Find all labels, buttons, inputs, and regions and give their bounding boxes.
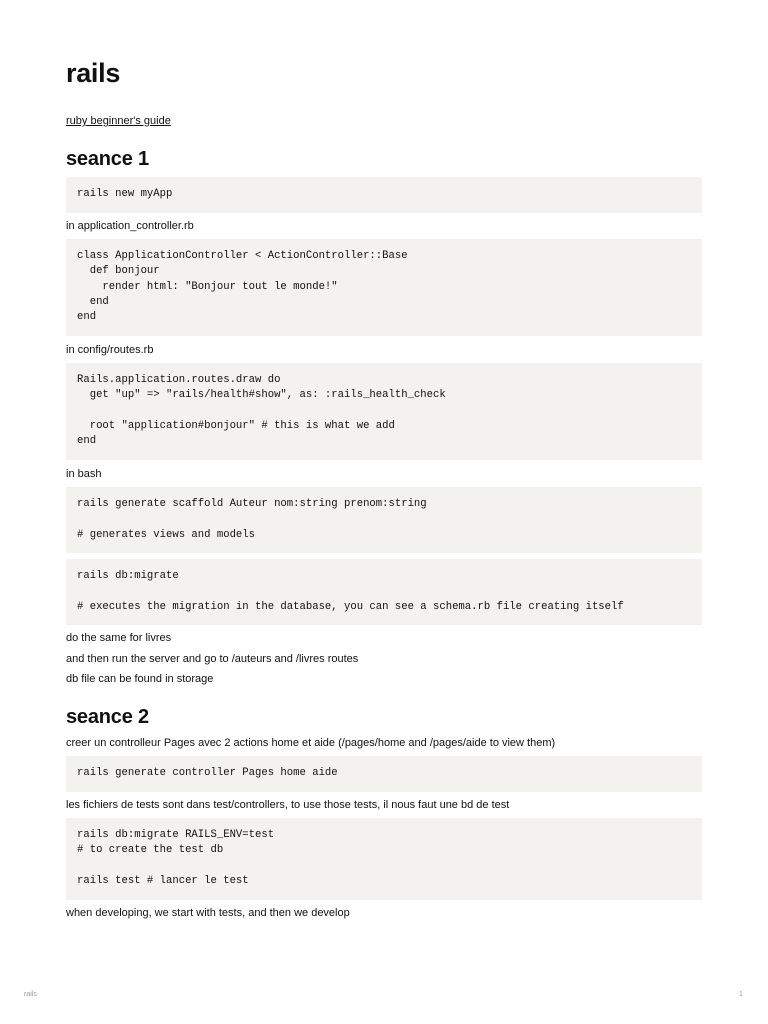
text-same-for-livres: do the same for livres: [66, 632, 172, 644]
text-application-controller: in application_controller.rb: [66, 220, 194, 232]
footer-document-name: rails: [24, 991, 37, 998]
text-run-server: and then run the server and go to /auteurs and /livres routes: [66, 653, 359, 665]
code-block-db-migrate: rails db:migrate # executes the migration in the database, you can see a schema.rb file creating itself: [66, 559, 702, 625]
text-tests-location: les fichiers de tests sont dans test/controllers, to use those tests, il nous faut une bd de test: [66, 799, 510, 811]
code-block-rails-new: rails new myApp: [66, 177, 702, 213]
seance-2-heading: seance 2: [66, 706, 149, 728]
code-block-generate-controller: rails generate controller Pages home aide: [66, 756, 702, 792]
text-db-storage: db file can be found in storage: [66, 673, 214, 685]
text-developing: when developing, we start with tests, and then we develop: [66, 907, 350, 919]
page-title: rails: [66, 58, 121, 88]
ruby-beginners-guide-link[interactable]: ruby beginner's guide: [66, 115, 171, 127]
code-block-scaffold: rails generate scaffold Auteur nom:string prenom:string # generates views and models: [66, 487, 702, 553]
text-in-bash: in bash: [66, 468, 102, 480]
code-block-test-db: rails db:migrate RAILS_ENV=test # to create the test db rails test # lancer le test: [66, 818, 702, 900]
code-block-routes: Rails.application.routes.draw do get "up" => "rails/health#show", as: :rails_health_check root "application#bonjour" # this is what we add end: [66, 363, 702, 460]
footer-page-number: 1: [739, 991, 743, 998]
seance-1-heading: seance 1: [66, 148, 149, 170]
code-block-application-controller: class ApplicationController < ActionController::Base def bonjour render html: "Bonjour tout le monde!" end end: [66, 239, 702, 336]
text-create-controller: creer un controlleur Pages avec 2 actions home et aide (/pages/home and /pages/aide to view them): [66, 737, 556, 749]
text-routes: in config/routes.rb: [66, 344, 154, 356]
